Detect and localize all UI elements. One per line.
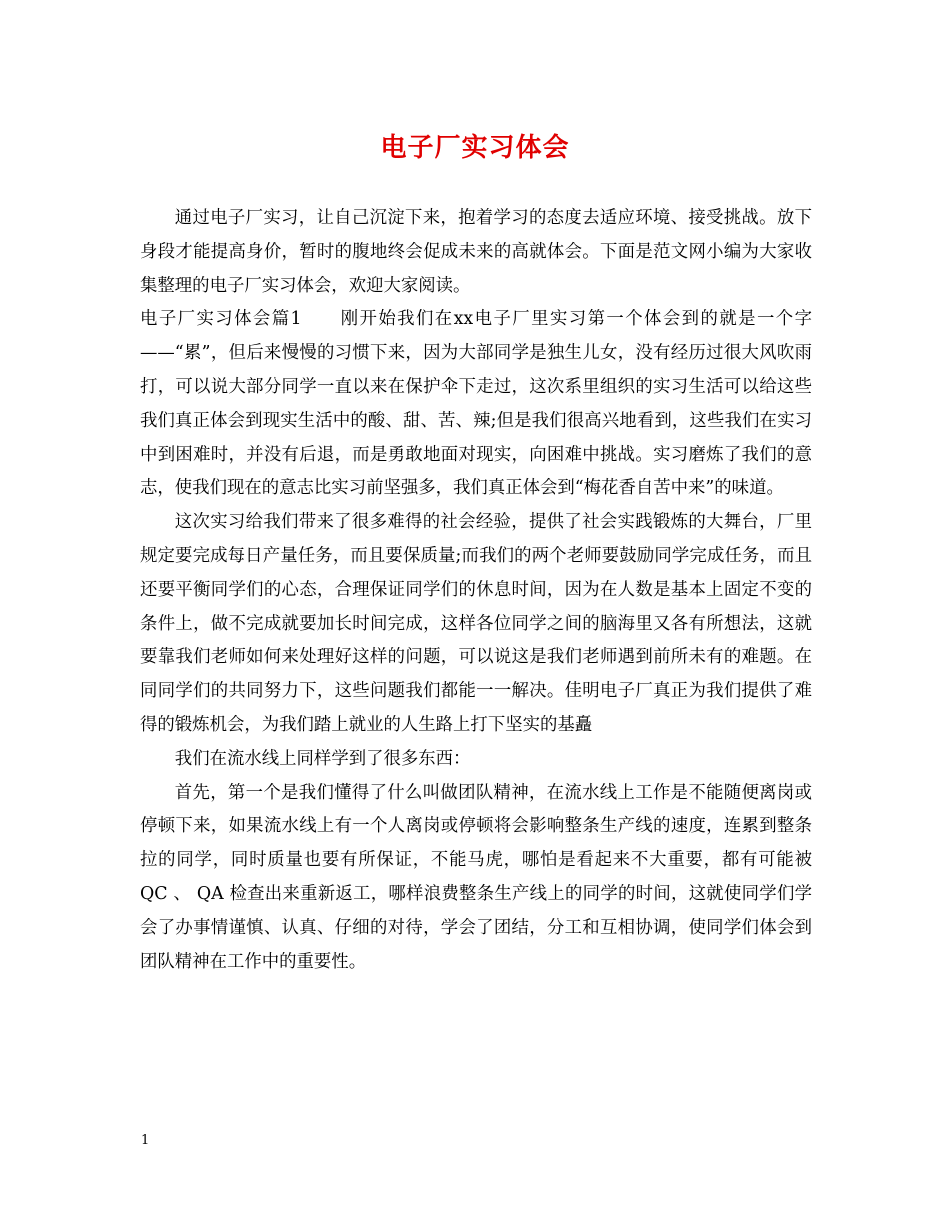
document-body bbox=[140, 202, 812, 979]
paragraph-section-1: 电子厂实习体会篇1 刚开始我们在xx电子厂里实习第一个体会到的就是一个字——“累”，但后来慢慢的习惯下来，因为大部同学是独生儿女，没有经历过很大风吹雨打，可以说大部分同学一直以来在保护伞下走过，这次系里组织的实习生活可以给这些我们真正体会到现实生活中的酸、甜、苦、辣;但是我们很高兴地看到，这些我们在实习中到困难时，并没有后退，而是勇敢地面对现实，向困难中挑战。实习磨炼了我们的意志，使我们现在的意志比实习前坚强多，我们真正体会到“梅花香自苦中来”的味道。 bbox=[140, 309, 812, 499]
paragraph-assembly-line: 我们在流水线上同样学到了很多东西： bbox=[174, 748, 471, 769]
paragraph-intro: 通过电子厂实习，让自己沉淀下来，抱着学习的态度去适应环境、接受挑战。放下身段才能提高身价，暂时的腹地终会促成未来的高就体会。下面是范文网小编为大家收集整理的电子厂实习体会，欢迎大家阅读。 bbox=[140, 208, 812, 296]
document-title: 电子厂实习体会 bbox=[380, 133, 570, 163]
paragraph-experience: 这次实习给我们带来了很多难得的社会经验，提供了社会实践锻炼的大舞台，厂里规定要完成每日产量任务，而且要保质量;而我们的两个老师要鼓励同学完成任务，而且还要平衡同学们的心态，合理保证同学们的休息时间，因为在人数是基本上固定不变的条件上，做不完成就要加长时间完成，这样各位同学之间的脑海里又各有所想法，这就要靠我们老师如何来处理好这样的问题，可以说这是我们老师遇到前所未有的难题。在同同学们的共同努力下，这些问题我们都能一一解决。佳明电子厂真正为我们提供了难得的锻炼机会，为我们踏上就业的人生路上打下坚实的基矗 bbox=[140, 512, 812, 735]
paragraph-teamwork: 首先，第一个是我们懂得了什么叫做团队精神，在流水线上工作是不能随便离岗或停顿下来，如果流水线上有一个人离岗或停顿将会影响整条生产线的速度，连累到整条拉的同学，同时质量也要有所保证，不能马虎，哪怕是看起来不大重要，都有可能被 QC 、 QA 检查出来重新返工，哪样浪费整条生产线上的同学的时间，这就使同学们学会了办事情谨慎、认真、仔细的对待，学会了团结，分工和互相协调，使同学们体会到团队精神在工作中的重要性。 bbox=[140, 782, 812, 972]
page-number: 1 bbox=[141, 1133, 150, 1148]
